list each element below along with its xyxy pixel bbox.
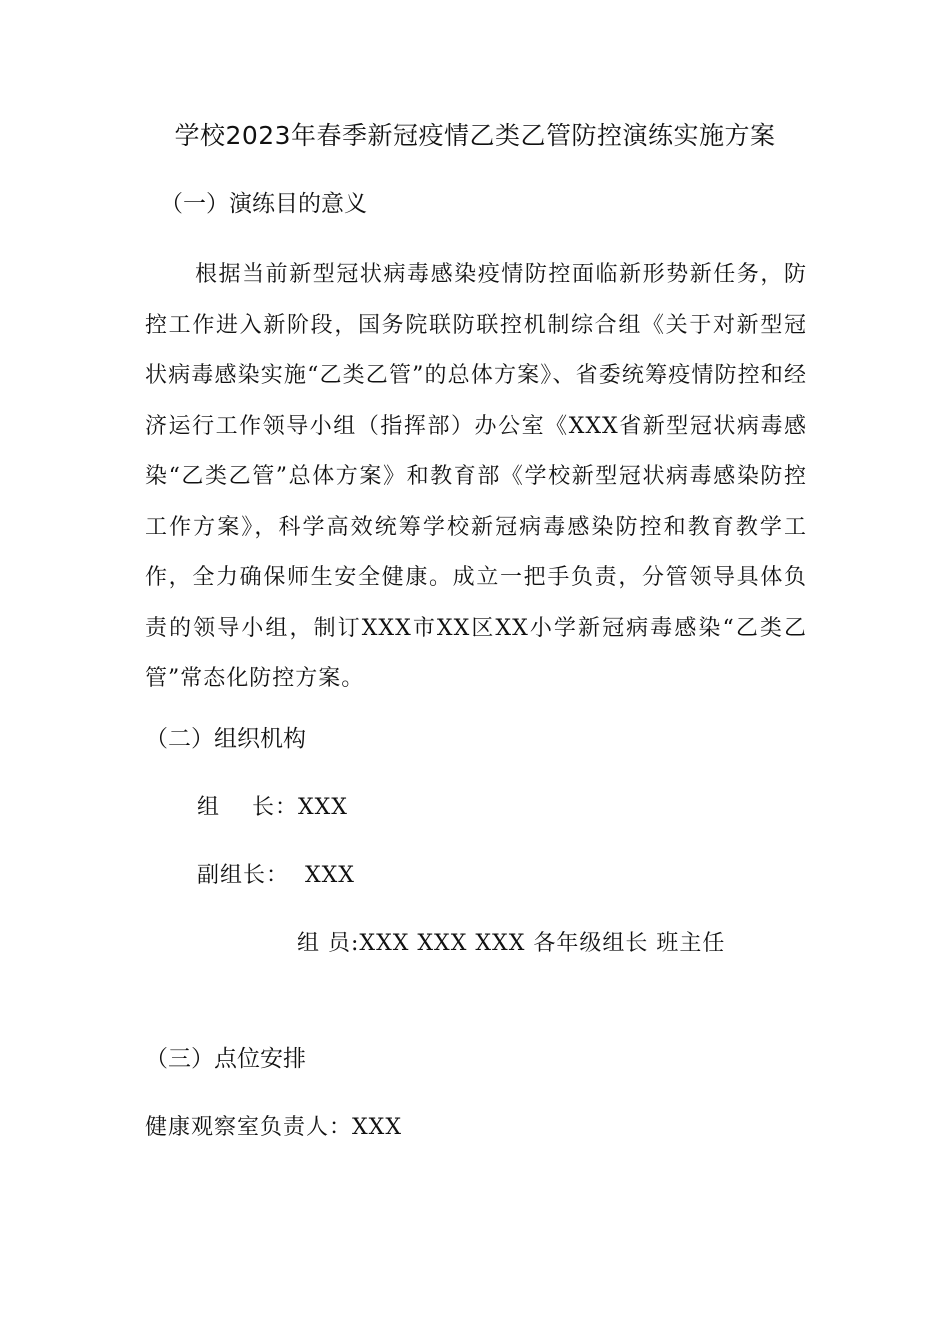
section2-heading: （二）组织机构 xyxy=(145,726,306,752)
document-title: 学校2023年春季新冠疫情乙类乙管防控演练实施方案 xyxy=(174,121,776,150)
section3-heading: （三）点位安排 xyxy=(145,1046,306,1072)
section1-heading: （一）演练目的意义 xyxy=(160,191,367,217)
deputy-leader-line: 副组长： XXX xyxy=(197,863,355,888)
section1-paragraph: 根据当前新型冠状病毒感染疫情防控面临新形势新任务，防控工作进入新阶段，国务院联防联控机制综合组《关于对新型冠状病毒感染实施“乙类乙管”的总体方案》、省委统筹疫情防控和经济运行工作领导小组（指挥部）办公室《XXX省新型冠状病毒感染“乙类乙管”总体方案》和教育部《学校新型冠状病毒感染防控工作方案》，科学高效统筹学校新冠病毒感染防控和教育教学工作，全力确保师生安全健康。成立一把手负责，分管领导具体负责的领导小组，制订XXX市XX区XX小学新冠病毒感染“乙类乙管”常态化防控方案。 xyxy=(145,262,807,691)
health-room-line: 健康观察室负责人：XXX xyxy=(145,1115,402,1140)
group-leader-line: 组 长：XXX xyxy=(197,795,348,820)
group-members-line: 组 员:XXX XXX XXX 各年级组长 班主任 xyxy=(297,931,726,956)
